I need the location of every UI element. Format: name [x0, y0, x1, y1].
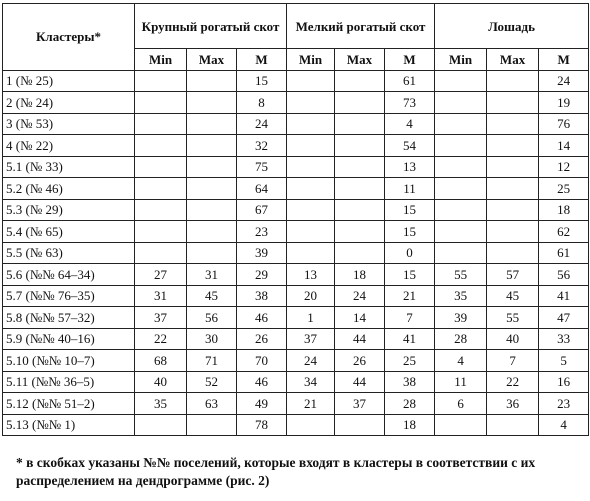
- table-cell: 26: [237, 328, 287, 350]
- table-cell: 25: [385, 350, 435, 372]
- table-cell: 12: [539, 156, 589, 178]
- table-row: [3, 92, 589, 114]
- subheader-small-cattle-min: Min: [287, 49, 335, 71]
- table-cell: [487, 156, 539, 178]
- table-cell: [335, 414, 385, 436]
- table-cell: [335, 199, 385, 221]
- table-cell: 63: [187, 393, 237, 415]
- row-label: 5.1 (№ 33): [3, 156, 135, 178]
- table-cell: 46: [237, 371, 287, 393]
- table-body: [3, 70, 589, 436]
- table-cell: [187, 178, 237, 200]
- table-row: [3, 414, 589, 436]
- table-cell: [435, 135, 487, 157]
- table-cell: 11: [385, 178, 435, 200]
- table-cell: 35: [435, 285, 487, 307]
- table-cell: 26: [335, 350, 385, 372]
- table-cell: 24: [237, 113, 287, 135]
- table-footnote: [16, 454, 586, 490]
- table-cell: 23: [237, 221, 287, 243]
- table-cell: [435, 221, 487, 243]
- table-cell: 32: [237, 135, 287, 157]
- table-cell: 14: [539, 135, 589, 157]
- table-cell: 16: [539, 371, 589, 393]
- table-row: [3, 242, 589, 264]
- table-cell: [435, 92, 487, 114]
- subheader-cattle-min: Min: [135, 49, 187, 71]
- table-cell: [287, 92, 335, 114]
- column-header-clusters: Кластеры*: [3, 4, 135, 71]
- table-cell: 21: [287, 393, 335, 415]
- table-cell: [187, 70, 237, 92]
- table-cell: 23: [539, 393, 589, 415]
- subheader-small-cattle-mean: M: [385, 49, 435, 71]
- table-cell: 78: [237, 414, 287, 436]
- row-label: 5.12 (№№ 51–2): [3, 393, 135, 415]
- group-header-cattle: Крупный рогатый скот: [135, 4, 287, 49]
- table-row: [3, 264, 589, 286]
- table-cell: [335, 242, 385, 264]
- table-cell: [487, 70, 539, 92]
- footnote-figure-reference: рис. 2: [230, 473, 265, 488]
- table-cell: [287, 113, 335, 135]
- table-row: [3, 307, 589, 329]
- row-label: 5.2 (№ 46): [3, 178, 135, 200]
- table-cell: 34: [287, 371, 335, 393]
- header-row-groups: [3, 4, 589, 49]
- table-cell: 39: [237, 242, 287, 264]
- table-cell: 57: [487, 264, 539, 286]
- row-label: 5.7 (№№ 76–35): [3, 285, 135, 307]
- table-cell: 18: [539, 199, 589, 221]
- table-cell: 56: [539, 264, 589, 286]
- table-cell: 4: [385, 113, 435, 135]
- table-cell: [287, 221, 335, 243]
- table-cell: [435, 199, 487, 221]
- table-cell: 35: [135, 393, 187, 415]
- table-cell: [435, 70, 487, 92]
- table-cell: 21: [385, 285, 435, 307]
- table-cell: [135, 199, 187, 221]
- table-cell: [287, 178, 335, 200]
- table-cell: 15: [385, 221, 435, 243]
- table-cell: 44: [335, 328, 385, 350]
- table-cell: 15: [385, 264, 435, 286]
- table-cell: 31: [135, 285, 187, 307]
- table-cell: 47: [539, 307, 589, 329]
- table-cell: [335, 113, 385, 135]
- row-label: 5.10 (№№ 10–7): [3, 350, 135, 372]
- subheader-horse-mean: M: [539, 49, 589, 71]
- table-cell: 13: [287, 264, 335, 286]
- table-cell: 5: [539, 350, 589, 372]
- footnote-closing: ): [264, 473, 270, 488]
- table-row: [3, 199, 589, 221]
- footnote-text: * в скобках указаны №№ поселений, которые входят в кластеры в соответствии с их распределением на дендрограмме (: [16, 455, 536, 488]
- table-cell: [487, 199, 539, 221]
- table-cell: 41: [385, 328, 435, 350]
- table-cell: 37: [335, 393, 385, 415]
- table-cell: 29: [237, 264, 287, 286]
- table-cell: [487, 178, 539, 200]
- table-cell: [287, 199, 335, 221]
- table-cell: 39: [435, 307, 487, 329]
- table-cell: [487, 242, 539, 264]
- table-cell: 11: [435, 371, 487, 393]
- table-cell: [187, 135, 237, 157]
- table-cell: 20: [287, 285, 335, 307]
- row-label: 5.5 (№ 63): [3, 242, 135, 264]
- table-cell: [135, 156, 187, 178]
- table-cell: [135, 113, 187, 135]
- table-row: [3, 70, 589, 92]
- table-cell: 4: [435, 350, 487, 372]
- table-header: [3, 4, 589, 71]
- cluster-table: [2, 3, 589, 436]
- table-cell: [135, 414, 187, 436]
- table-cell: [435, 178, 487, 200]
- table-row: [3, 350, 589, 372]
- table-cell: 18: [385, 414, 435, 436]
- table-cell: 24: [335, 285, 385, 307]
- table-cell: 7: [385, 307, 435, 329]
- table-cell: 37: [135, 307, 187, 329]
- table-row: [3, 328, 589, 350]
- table-cell: 22: [135, 328, 187, 350]
- table-cell: [187, 199, 237, 221]
- table-cell: [487, 92, 539, 114]
- table-row: [3, 113, 589, 135]
- table-row: [3, 393, 589, 415]
- table-cell: 71: [187, 350, 237, 372]
- table-cell: 52: [187, 371, 237, 393]
- table-cell: 19: [539, 92, 589, 114]
- table-cell: [487, 135, 539, 157]
- table-row: [3, 156, 589, 178]
- table-cell: [287, 414, 335, 436]
- table-cell: 30: [187, 328, 237, 350]
- table-cell: [287, 242, 335, 264]
- row-label: 3 (№ 53): [3, 113, 135, 135]
- table-cell: [335, 92, 385, 114]
- table-row: [3, 371, 589, 393]
- table-cell: [335, 156, 385, 178]
- table-row: [3, 221, 589, 243]
- table-cell: 0: [385, 242, 435, 264]
- table-cell: [287, 156, 335, 178]
- row-label: 2 (№ 24): [3, 92, 135, 114]
- table-cell: 27: [135, 264, 187, 286]
- table-cell: 38: [237, 285, 287, 307]
- table-cell: 54: [385, 135, 435, 157]
- row-label: 5.8 (№№ 57–32): [3, 307, 135, 329]
- table-cell: [487, 414, 539, 436]
- table-cell: [335, 135, 385, 157]
- table-cell: [135, 242, 187, 264]
- table-cell: 68: [135, 350, 187, 372]
- table-cell: 15: [237, 70, 287, 92]
- subheader-cattle-max: Max: [187, 49, 237, 71]
- table-cell: [435, 414, 487, 436]
- table-cell: [287, 135, 335, 157]
- row-label: 5.3 (№ 29): [3, 199, 135, 221]
- table-cell: 6: [435, 393, 487, 415]
- table-row: [3, 285, 589, 307]
- row-label: 5.11 (№№ 36–5): [3, 371, 135, 393]
- table-cell: [487, 221, 539, 243]
- table-cell: [487, 113, 539, 135]
- table-cell: [335, 178, 385, 200]
- row-label: 5.13 (№№ 1): [3, 414, 135, 436]
- table-cell: 37: [287, 328, 335, 350]
- table-cell: 73: [385, 92, 435, 114]
- table-cell: 45: [487, 285, 539, 307]
- table-cell: 8: [237, 92, 287, 114]
- table-cell: 61: [539, 242, 589, 264]
- table-cell: [435, 113, 487, 135]
- table-cell: [435, 242, 487, 264]
- table-cell: 15: [385, 199, 435, 221]
- row-label: 4 (№ 22): [3, 135, 135, 157]
- table-cell: [187, 92, 237, 114]
- table-cell: [335, 221, 385, 243]
- table-cell: 67: [237, 199, 287, 221]
- table-cell: 4: [539, 414, 589, 436]
- table-cell: 55: [487, 307, 539, 329]
- table-cell: [135, 92, 187, 114]
- row-label: 1 (№ 25): [3, 70, 135, 92]
- table-cell: 64: [237, 178, 287, 200]
- table-cell: 75: [237, 156, 287, 178]
- group-header-horse: Лошадь: [435, 4, 589, 49]
- table-row: [3, 135, 589, 157]
- table-cell: [135, 221, 187, 243]
- table-cell: 55: [435, 264, 487, 286]
- table-cell: 24: [539, 70, 589, 92]
- table-cell: 31: [187, 264, 237, 286]
- table-cell: 25: [539, 178, 589, 200]
- subheader-horse-max: Max: [487, 49, 539, 71]
- table-cell: 61: [385, 70, 435, 92]
- table-cell: 56: [187, 307, 237, 329]
- row-label: 5.9 (№№ 40–16): [3, 328, 135, 350]
- table-cell: [187, 113, 237, 135]
- row-label: 5.4 (№ 65): [3, 221, 135, 243]
- table-cell: [187, 156, 237, 178]
- table-cell: 18: [335, 264, 385, 286]
- table-cell: 76: [539, 113, 589, 135]
- table-cell: 28: [385, 393, 435, 415]
- subheader-small-cattle-max: Max: [335, 49, 385, 71]
- table-cell: 62: [539, 221, 589, 243]
- table-cell: [187, 242, 237, 264]
- group-header-small-cattle: Мелкий рогатый скот: [287, 4, 435, 49]
- table-cell: 7: [487, 350, 539, 372]
- table-cell: [135, 178, 187, 200]
- table-cell: [135, 70, 187, 92]
- table-row: [3, 178, 589, 200]
- table-cell: [187, 414, 237, 436]
- row-label: 5.6 (№№ 64–34): [3, 264, 135, 286]
- subheader-horse-min: Min: [435, 49, 487, 71]
- table-cell: 33: [539, 328, 589, 350]
- table-cell: 24: [287, 350, 335, 372]
- table-cell: [135, 135, 187, 157]
- table-cell: 70: [237, 350, 287, 372]
- subheader-cattle-mean: M: [237, 49, 287, 71]
- table-cell: 40: [487, 328, 539, 350]
- table-cell: 38: [385, 371, 435, 393]
- table-cell: 41: [539, 285, 589, 307]
- table-cell: 44: [335, 371, 385, 393]
- table-cell: 13: [385, 156, 435, 178]
- table-cell: [187, 221, 237, 243]
- table-cell: [335, 70, 385, 92]
- table-cell: 1: [287, 307, 335, 329]
- table-cell: [287, 70, 335, 92]
- table-cell: 40: [135, 371, 187, 393]
- table-cell: 28: [435, 328, 487, 350]
- table-cell: 46: [237, 307, 287, 329]
- table-cell: [435, 156, 487, 178]
- table-cell: 49: [237, 393, 287, 415]
- table-cell: 14: [335, 307, 385, 329]
- table-cell: 36: [487, 393, 539, 415]
- table-cell: 22: [487, 371, 539, 393]
- table-cell: 45: [187, 285, 237, 307]
